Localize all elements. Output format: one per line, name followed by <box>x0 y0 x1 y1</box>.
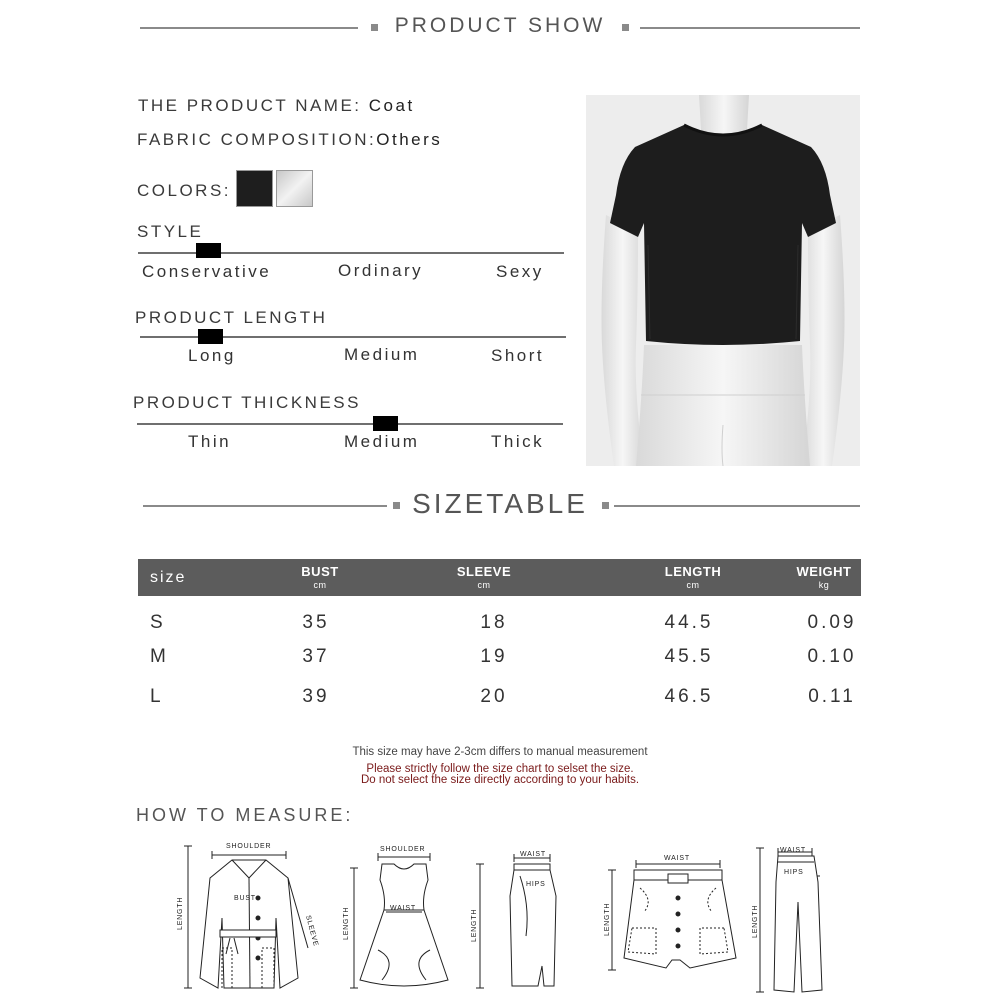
header-size: size <box>150 569 187 586</box>
dress-length-label: LENGTH <box>343 906 350 940</box>
color-swatch-grey[interactable] <box>276 170 313 207</box>
thickness-option-thick: Thick <box>491 432 545 451</box>
header-bust-label: BUST <box>301 564 339 579</box>
bust-cell: 35 <box>302 612 330 633</box>
thickness-option-thin: Thin <box>188 432 232 451</box>
coat-length-label: LENGTH <box>177 896 184 930</box>
style-option-sexy: Sexy <box>496 262 544 281</box>
skirt-diagram <box>470 846 580 992</box>
style-label: STYLE <box>137 222 204 241</box>
weight-cell: 0.10 <box>807 646 857 667</box>
thickness-label: PRODUCT THICKNESS <box>133 393 361 412</box>
dress-waist-label: WAIST <box>390 905 416 912</box>
product-name-value: Coat <box>368 96 415 115</box>
header-length-label: LENGTH <box>664 564 722 579</box>
bust-cell: 39 <box>302 686 330 707</box>
product-name <box>138 96 415 116</box>
weight-cell: 0.09 <box>807 612 857 633</box>
header-weight-unit: kg <box>818 580 830 590</box>
sizetable-rule-right <box>614 505 860 507</box>
size-cell: L <box>150 686 164 707</box>
weight-cell: 0.11 <box>808 686 856 707</box>
dress-diagram <box>338 840 468 992</box>
coat-shoulder-label: SHOULDER <box>226 843 272 850</box>
pants-hips-label: HIPS <box>784 869 804 876</box>
how-to-measure-title: HOW TO MEASURE: <box>136 805 354 825</box>
header-rule-right <box>640 27 860 29</box>
header-bust <box>280 564 360 590</box>
sizetable-square-right <box>602 502 609 509</box>
header-weight-label: WEIGHT <box>796 564 852 579</box>
colors-label: COLORS: <box>137 181 232 200</box>
shorts-waist-label: WAIST <box>664 855 690 862</box>
pants-diagram <box>748 842 838 996</box>
product-photo <box>586 95 860 466</box>
sleeve-cell: 20 <box>480 686 508 707</box>
header-square-right <box>622 24 629 31</box>
fabric-label: FABRIC COMPOSITION: <box>137 130 377 149</box>
length-cell: 46.5 <box>664 686 714 707</box>
sizetable-square-left <box>393 502 400 509</box>
style-option-ordinary: Ordinary <box>338 261 424 280</box>
shorts-length-label: LENGTH <box>604 902 611 936</box>
length-option-long: Long <box>188 346 236 365</box>
header-weight <box>784 564 864 590</box>
style-marker <box>196 243 221 258</box>
size-cell: S <box>150 612 166 633</box>
shorts-diagram <box>600 848 745 978</box>
length-label: PRODUCT LENGTH <box>135 308 328 327</box>
sizetable-title: SIZETABLE <box>412 488 588 519</box>
thickness-scale-line <box>137 423 563 425</box>
page-title: PRODUCT SHOW <box>394 14 606 37</box>
thickness-option-medium: Medium <box>344 432 420 451</box>
length-marker <box>198 329 223 344</box>
coat-sleeve-label: SLEEVE <box>304 914 320 948</box>
sleeve-cell: 18 <box>480 612 508 633</box>
sizetable-rule-left <box>143 505 387 507</box>
thickness-marker <box>373 416 398 431</box>
skirt-length-label: LENGTH <box>471 908 478 942</box>
length-option-short: Short <box>491 346 545 365</box>
pants-length-label: LENGTH <box>752 904 759 938</box>
fabric-value: Others <box>376 130 443 149</box>
color-swatch-black[interactable] <box>236 170 273 207</box>
pants-waist-label: WAIST <box>780 847 806 854</box>
length-cell: 45.5 <box>664 646 714 667</box>
coat-diagram <box>170 838 320 996</box>
header-length-unit: cm <box>686 580 700 590</box>
sleeve-cell: 19 <box>480 646 508 667</box>
header-bust-unit: cm <box>313 580 327 590</box>
dress-shoulder-label: SHOULDER <box>380 846 426 853</box>
size-warning-line-2: Do not select the size directly according to your habits. <box>360 774 640 786</box>
length-option-medium: Medium <box>344 345 420 364</box>
measurement-note: This size may have 2-3cm differs to manual measurement <box>352 746 648 758</box>
skirt-waist-label: WAIST <box>520 851 546 858</box>
header-sleeve-unit: cm <box>477 580 491 590</box>
header-length <box>653 564 733 590</box>
header-sleeve <box>444 564 524 590</box>
style-option-conservative: Conservative <box>142 262 272 281</box>
bust-cell: 37 <box>302 646 330 667</box>
length-cell: 44.5 <box>664 612 714 633</box>
header-square-left <box>371 24 378 31</box>
coat-bust-label: BUST <box>234 895 256 902</box>
product-name-label: THE PRODUCT NAME: <box>138 96 362 115</box>
size-warning-line-1: Please strictly follow the size chart to selset the size. <box>366 763 634 775</box>
size-table-header <box>138 559 861 596</box>
header-sleeve-label: SLEEVE <box>456 564 512 579</box>
fabric-composition <box>137 130 442 150</box>
size-cell: M <box>150 646 169 667</box>
header-rule-left <box>140 27 358 29</box>
skirt-hips-label: HIPS <box>526 881 546 888</box>
